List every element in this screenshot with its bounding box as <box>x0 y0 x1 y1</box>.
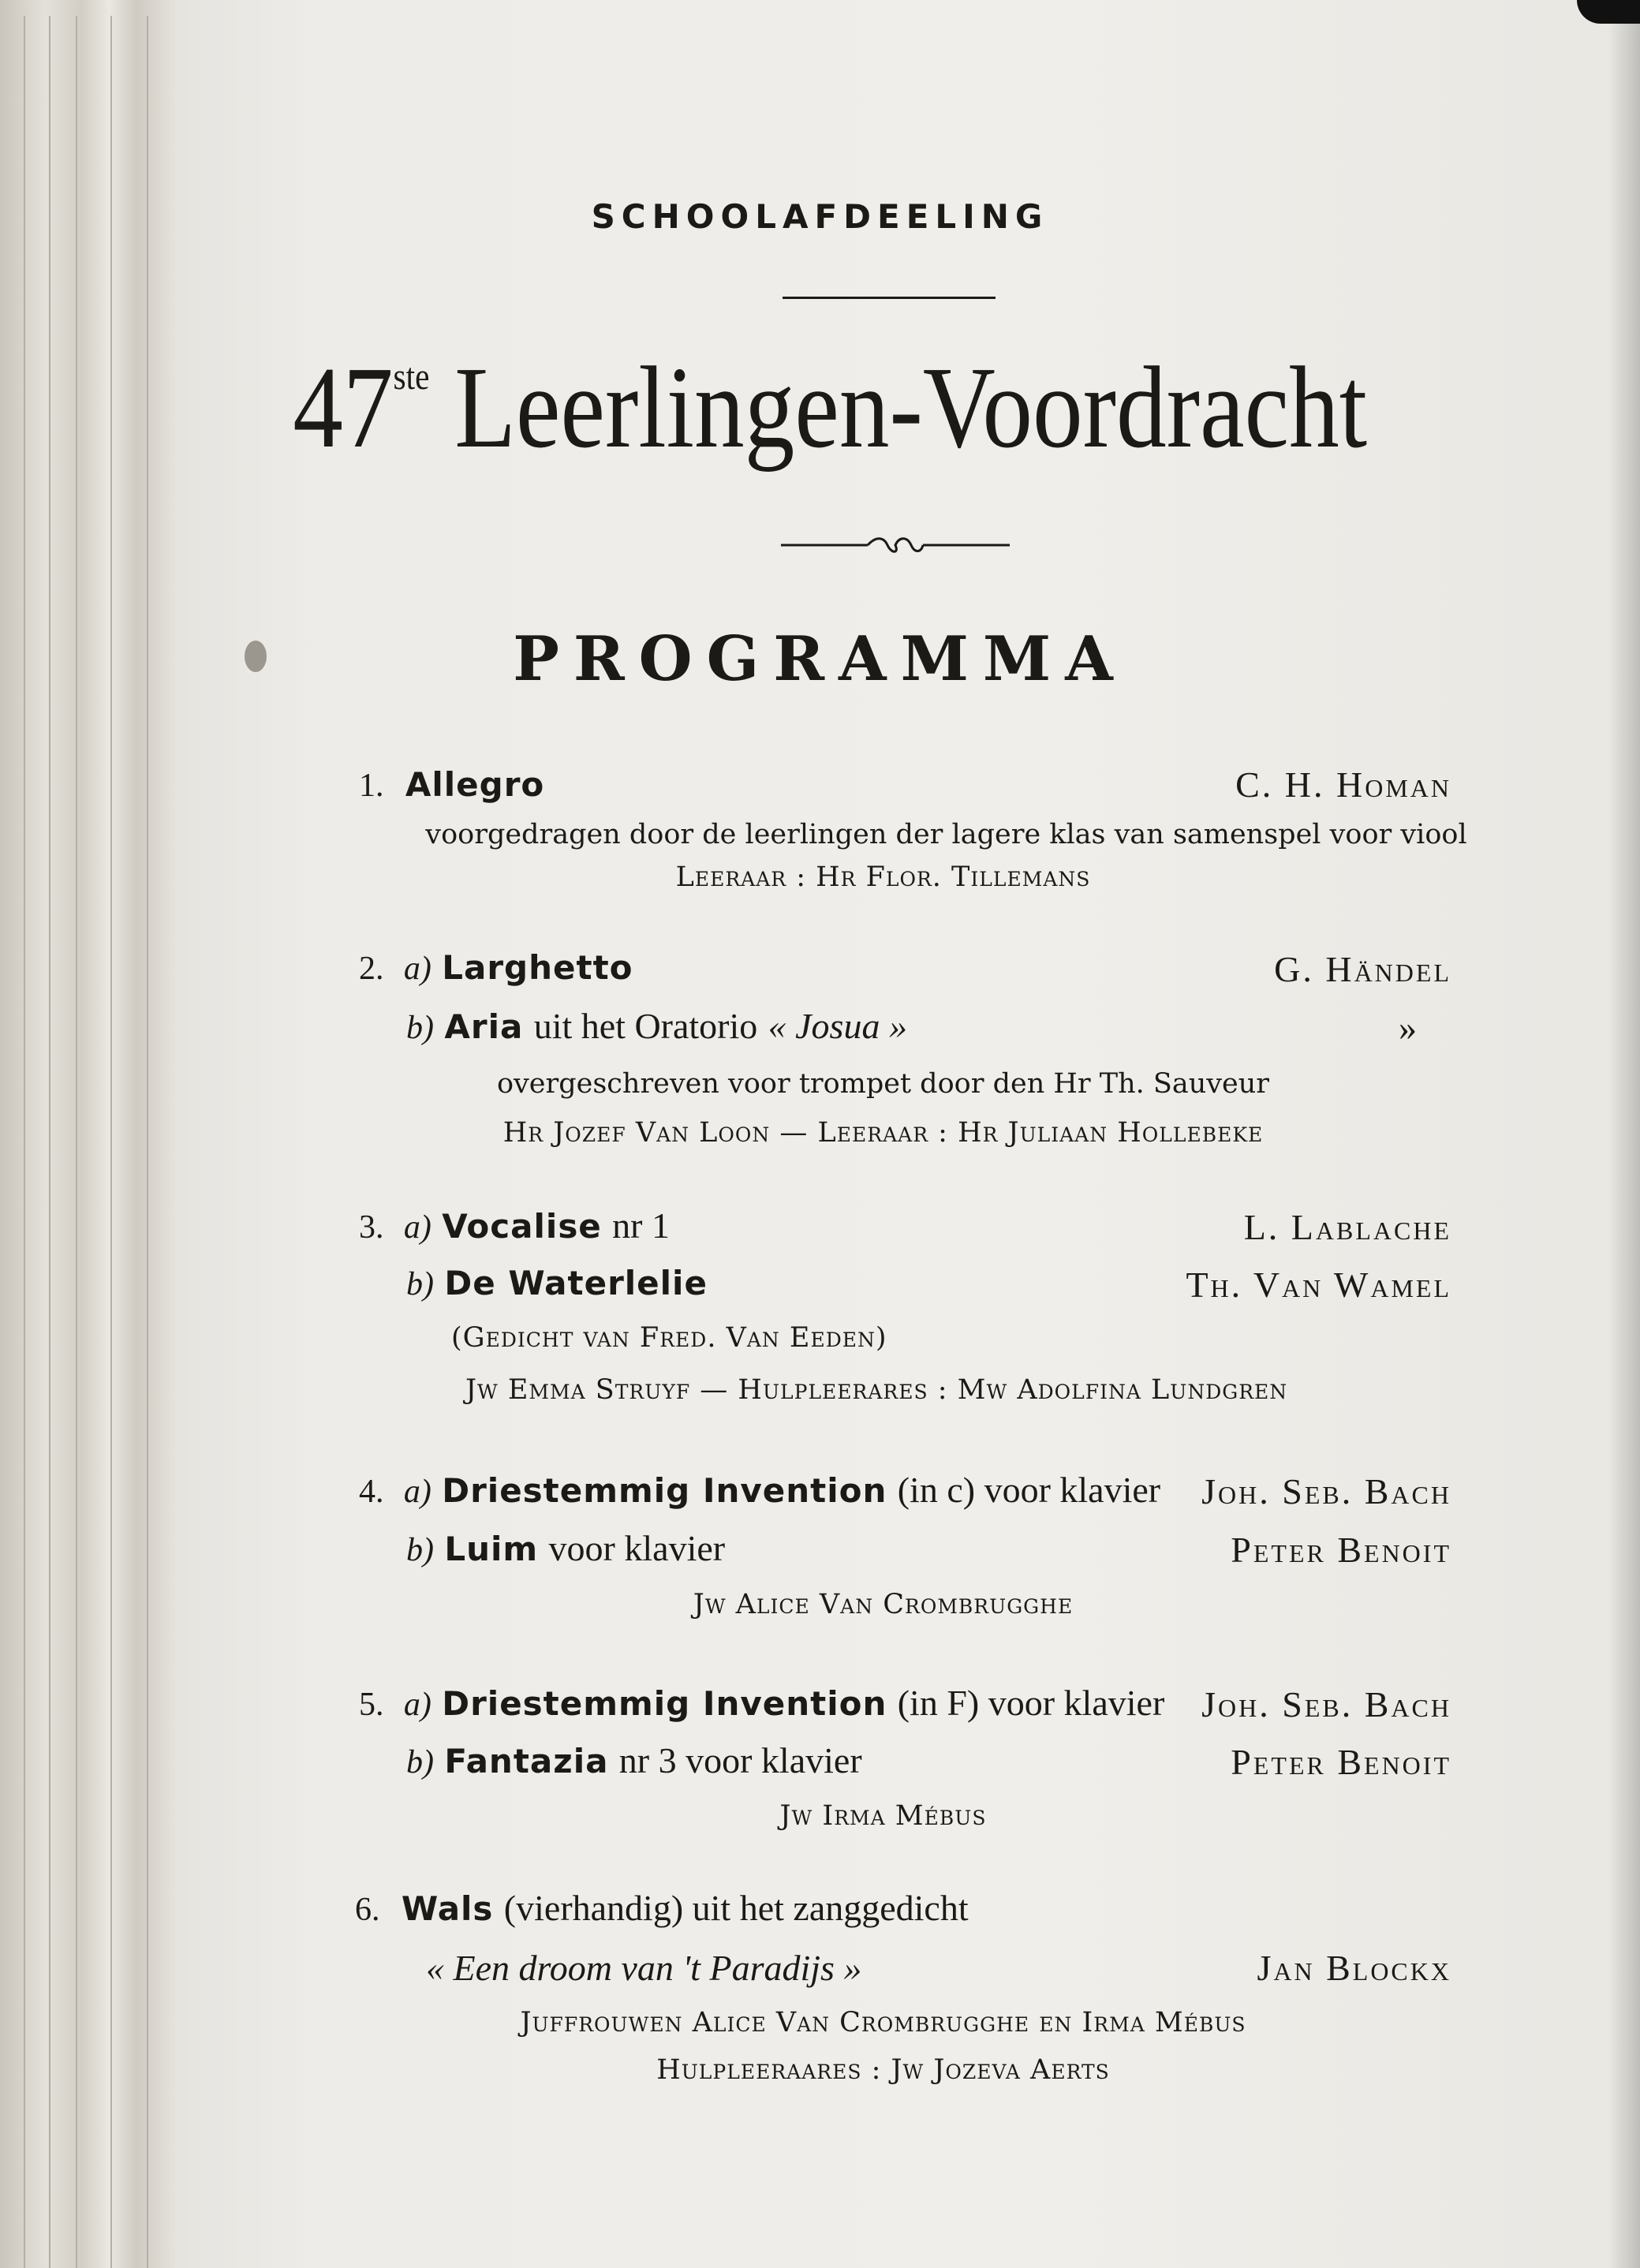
item-3a-line <box>359 1205 670 1246</box>
piece-detail: (in c) voor klavier <box>897 1470 1161 1510</box>
assistant-teacher-note: Hulpleeraares : Jw Jozeva Aerts <box>656 2054 1110 2086</box>
piece-label: Larghetto <box>442 948 633 987</box>
performer-teacher-note: Hr Jozef Van Loon — Leeraar : Hr Juliaan Hollebeke <box>502 1117 1264 1149</box>
item-6-title-line <box>426 1947 861 1989</box>
piece-label: Vocalise <box>442 1207 602 1246</box>
composer: Peter Benoit <box>1231 1742 1451 1782</box>
composer: C. H. Homan <box>1235 764 1451 805</box>
title-text: Leerlingen-Voordracht <box>454 343 1368 473</box>
part-letter: b) <box>406 1532 434 1568</box>
page-title <box>125 341 1535 475</box>
item-number: 6. <box>355 1892 380 1928</box>
poem-credit: (Gedicht van Fred. Van Eeden) <box>451 1322 887 1354</box>
part-letter: a) <box>403 1209 431 1246</box>
item-3b-line <box>406 1264 708 1303</box>
item-number: 1. <box>359 768 384 804</box>
item-6-line <box>355 1887 969 1929</box>
programme-heading: PROGRAMMA <box>513 623 1127 695</box>
item-5b-line <box>406 1739 862 1781</box>
piece-label: De Waterlelie <box>444 1264 708 1302</box>
title-number: 47 <box>293 343 394 473</box>
ornament-divider <box>781 535 1010 555</box>
piece-detail: nr 3 voor klavier <box>618 1740 862 1780</box>
piece-detail: nr 1 <box>612 1205 670 1246</box>
composer: Joh. Seb. Bach <box>1201 1471 1451 1511</box>
item-number: 2. <box>359 951 384 987</box>
piece-label: Driestemmig Invention <box>442 1684 887 1723</box>
part-letter: b) <box>406 1744 434 1780</box>
performer-note: voorgedragen door de leerlingen der lagere klas van samenspel voor viool <box>425 819 1467 850</box>
teacher-note: Leeraar : Hr Flor. Tillemans <box>675 861 1091 893</box>
item-number: 3. <box>359 1209 384 1246</box>
part-letter: b) <box>406 1010 434 1046</box>
composer: Joh. Seb. Bach <box>1201 1684 1451 1724</box>
part-letter: a) <box>403 1474 431 1510</box>
piece-detail: (vierhandig) uit het zanggedicht <box>503 1888 969 1928</box>
part-letter: b) <box>406 1266 434 1302</box>
piece-title: « Josua » <box>768 1006 907 1046</box>
piece-label: Aria <box>444 1007 524 1046</box>
performer-note: Jw Alice Van Crombrugghe <box>693 1589 1074 1620</box>
piece-label: Allegro <box>405 765 545 804</box>
item-2a-line <box>359 948 633 988</box>
item-2b-line <box>406 1005 907 1047</box>
piece-label: Fantazia <box>444 1742 609 1780</box>
performer-teacher-note: Jw Emma Struyf — Hulpleerares : Mw Adolfina Lundgren <box>465 1374 1288 1406</box>
piece-label: Driestemmig Invention <box>442 1471 887 1510</box>
piece-label: Luim <box>444 1530 539 1568</box>
composer-ditto: » <box>1399 1007 1419 1048</box>
composer: Peter Benoit <box>1231 1530 1451 1570</box>
item-5a-line <box>359 1682 1164 1724</box>
performer-note: Juffrouwen Alice Van Crombrugghe en Irma Mébus <box>520 2007 1246 2038</box>
composer: Th. Van Wamel <box>1186 1265 1451 1305</box>
item-number: 5. <box>359 1687 384 1723</box>
item-1-line <box>359 765 544 805</box>
piece-detail: (in F) voor klavier <box>897 1683 1165 1723</box>
piece-label: Wals <box>401 1889 494 1928</box>
composer: Jan Blockx <box>1257 1948 1451 1988</box>
piece-detail: uit het Oratorio <box>533 1006 758 1046</box>
item-4a-line <box>359 1469 1160 1511</box>
title-suffix: ste <box>393 356 430 398</box>
item-4b-line <box>406 1527 725 1569</box>
arrangement-note: overgeschreven voor trompet door den Hr Th. Sauveur <box>496 1068 1270 1100</box>
header-rule <box>783 297 996 299</box>
performer-note: Jw Irma Mébus <box>779 1800 987 1832</box>
composer: L. Lablache <box>1243 1207 1451 1247</box>
composer: G. Händel <box>1274 949 1451 989</box>
piece-detail: voor klavier <box>548 1528 726 1568</box>
section-header: SCHOOLAFDEELING <box>591 197 1049 236</box>
part-letter: a) <box>403 951 431 987</box>
item-number: 4. <box>359 1474 384 1510</box>
part-letter: a) <box>403 1687 431 1723</box>
piece-title: « Een droom van 't Paradijs » <box>426 1948 862 1988</box>
